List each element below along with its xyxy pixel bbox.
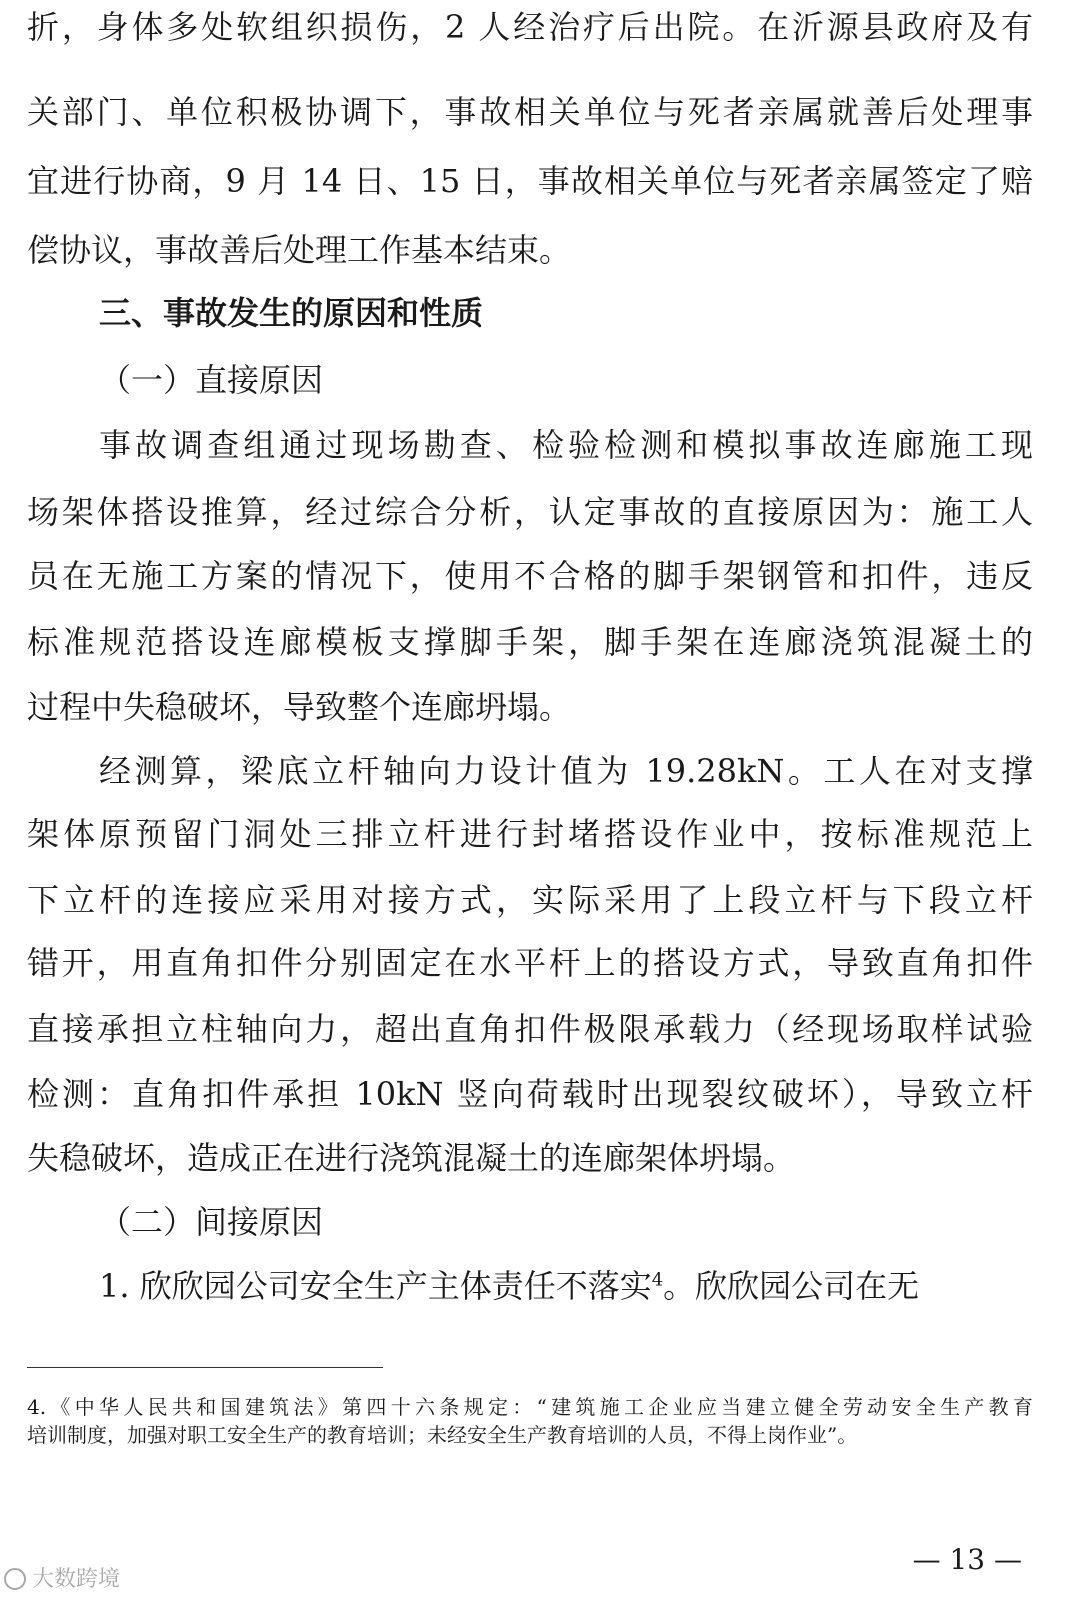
body-line-2: 关部门、单位积极协调下，事故相关单位与死者亲属就善后处理事	[27, 93, 1033, 131]
section-heading: 三、事故发生的原因和性质	[99, 294, 484, 332]
calc-line-5: 直接承担立柱轴向力，超出直角扣件极限承载力（经现场取样试验	[27, 1010, 1033, 1048]
direct-cause-line-1: 事故调查组通过现场勘查、检验检测和模拟事故连廊施工现	[99, 426, 1033, 464]
body-line-3: 宜进行协商，9 月 14 日、15 日，事故相关单位与死者亲属签定了赔	[27, 162, 1033, 200]
subheading-indirect-cause: （二）间接原因	[99, 1203, 324, 1241]
watermark-text: 大数跨境	[32, 1567, 121, 1592]
body-line-1: 折，身体多处软组织损伤，2 人经治疗后出院。在沂源县政府及有	[27, 8, 1033, 46]
calc-line-3: 下立杆的连接应采用对接方式，实际采用了上段立杆与下段立杆	[27, 881, 1033, 919]
footnote-ref-4[interactable]: 4	[651, 1269, 664, 1291]
page-number: — 13 —	[912, 1543, 1022, 1576]
direct-cause-line-2: 场架体搭设推算，经过综合分析，认定事故的直接原因为：施工人	[27, 493, 1033, 531]
direct-cause-line-3: 员在无施工方案的情况下，使用不合格的脚手架钢管和扣件，违反	[27, 557, 1033, 595]
calc-line-4: 错开，用直角扣件分别固定在水平杆上的搭设方式，导致直角扣件	[27, 944, 1033, 982]
footnote-line-1: 4.《中华人民共和国建筑法》第四十六条规定：“建筑施工企业应当建立健全劳动安全生产教育	[27, 1395, 1033, 1419]
direct-cause-line-5: 过程中失稳破坏，导致整个连廊坍塌。	[27, 688, 572, 726]
watermark	[4, 1566, 120, 1594]
item-1-text: 1. 欣欣园公司安全生产主体责任不落实	[99, 1267, 652, 1305]
indirect-cause-item-1	[99, 1266, 919, 1306]
body-line-4: 偿协议，事故善后处理工作基本结束。	[27, 231, 572, 269]
subheading-direct-cause: （一）直接原因	[99, 361, 324, 399]
calc-line-2: 架体原预留门洞处三排立杆进行封堵搭设作业中，按标准规范上	[27, 815, 1033, 853]
footnote-divider	[27, 1367, 383, 1368]
calc-line-7: 失稳破坏，造成正在进行浇筑混凝土的连廊架体坍塌。	[27, 1139, 796, 1177]
calc-line-6: 检测：直角扣件承担 10kN 竖向荷载时出现裂纹破坏），导致立杆	[27, 1075, 1033, 1113]
watermark-logo-icon	[4, 1568, 26, 1590]
item-1-tail: 。欣欣园公司在无	[663, 1267, 920, 1305]
footnote-line-2: 培训制度，加强对职工安全生产的教育培训；未经安全生产教育培训的人员，不得上岗作业”。	[27, 1423, 858, 1447]
calc-line-1: 经测算，梁底立杆轴向力设计值为 19.28kN。工人在对支撑	[99, 752, 1033, 790]
direct-cause-line-4: 标准规范搭设连廊模板支撑脚手架，脚手架在连廊浇筑混凝土的	[27, 623, 1033, 661]
